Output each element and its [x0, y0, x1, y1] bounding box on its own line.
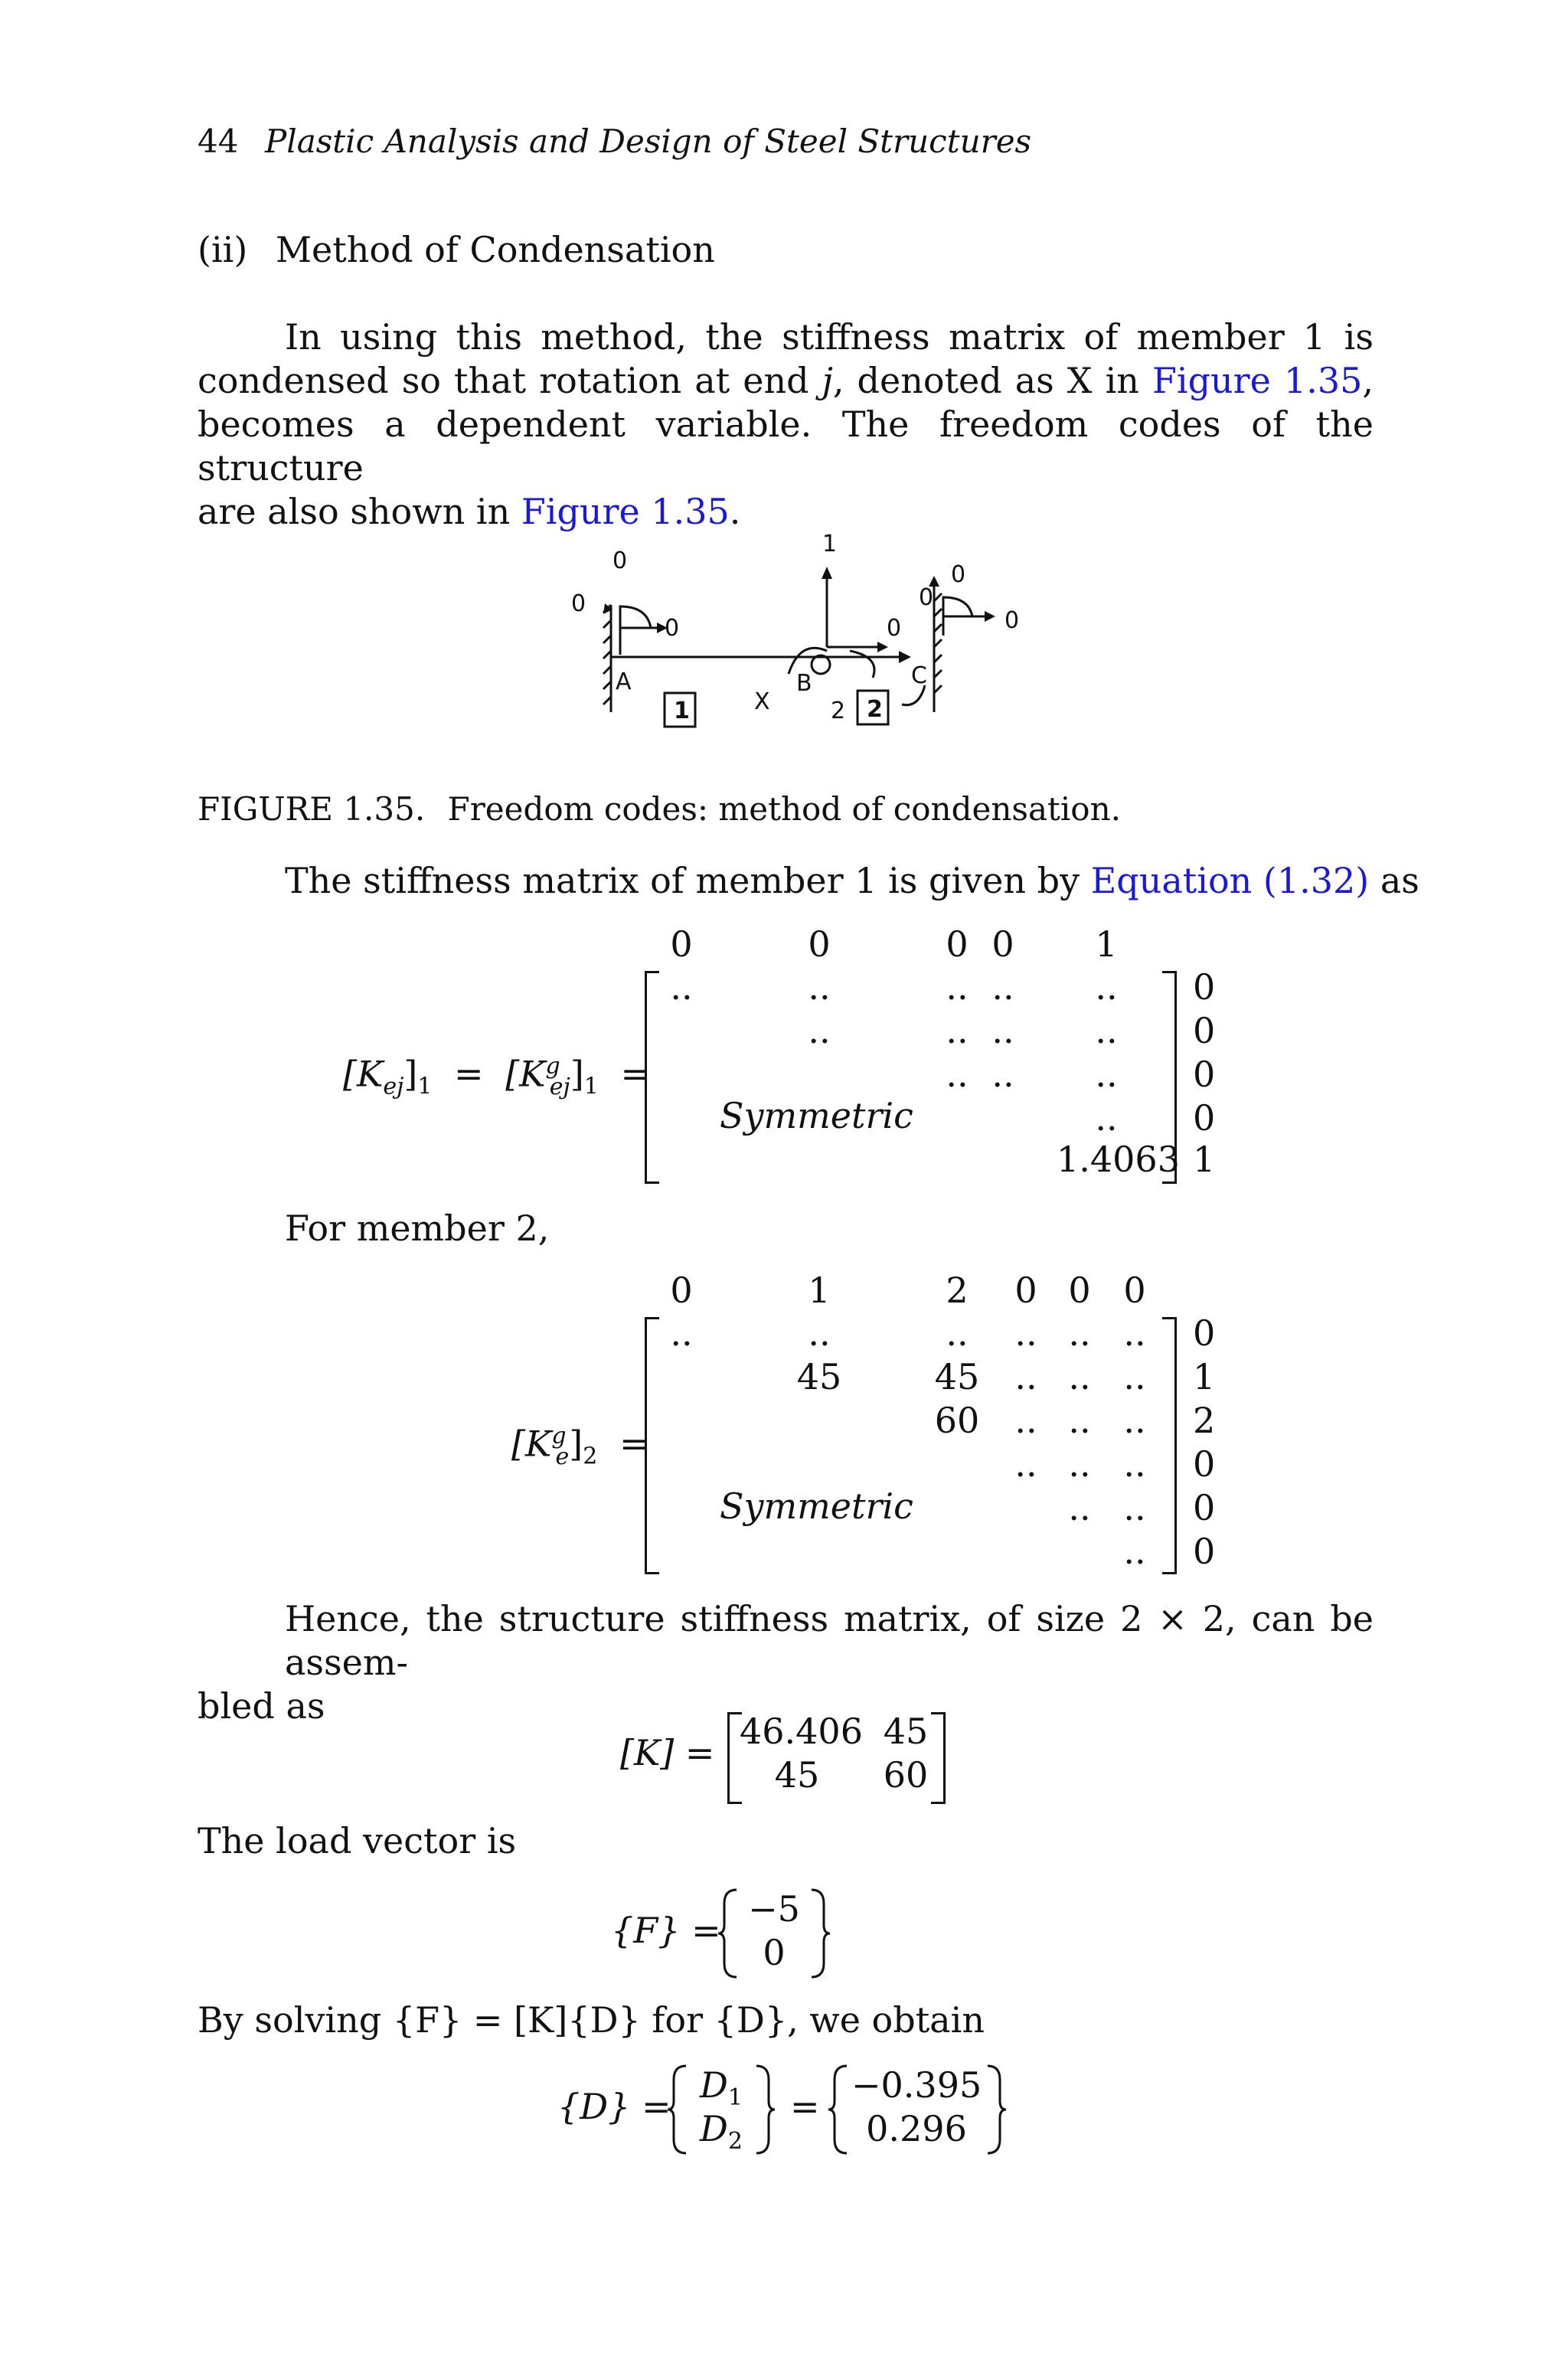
- f-left-brace: [717, 1888, 740, 1979]
- assemble-line-1: Hence, the structure stiffness matrix, of size 2 × 2, can be assem-: [285, 1598, 1374, 1683]
- member2-intro: For member 2,: [285, 1208, 550, 1249]
- assemble-paragraph: [198, 1597, 1374, 1728]
- intro-comma: ,: [1362, 360, 1374, 401]
- m2-dots: ..: [1123, 1400, 1146, 1441]
- fig-code-0-f: 0: [951, 561, 966, 588]
- m2-row-code: 0: [1193, 1487, 1216, 1528]
- m1-col-code: 0: [991, 923, 1014, 965]
- f-1: −5: [748, 1888, 800, 1930]
- m2-k23: 45: [934, 1356, 980, 1397]
- m2-col-code: 1: [808, 1270, 831, 1311]
- m2-row-code: 1: [1193, 1356, 1216, 1397]
- m1-col-code: 0: [946, 923, 969, 965]
- m1-dots: ..: [1095, 1097, 1118, 1139]
- m2-dots: ..: [1068, 1400, 1091, 1441]
- d-left-brace-2: [827, 2064, 850, 2155]
- m2-dots: ..: [808, 1312, 831, 1354]
- d-right-brace-1: [753, 2064, 776, 2155]
- intro-line-3: becomes a dependent variable. The freedom codes of the structure: [198, 404, 1374, 489]
- m2-dots: ..: [1014, 1312, 1037, 1354]
- m2-dots: ..: [1068, 1487, 1091, 1528]
- m2-dots: ..: [1014, 1443, 1037, 1485]
- f-2: 0: [763, 1932, 786, 1973]
- running-title: Plastic Analysis and Design of Steel Structures: [265, 123, 1032, 160]
- m2-dots: ..: [1123, 1531, 1146, 1572]
- section-title: Method of Condensation: [275, 229, 715, 270]
- fig-code-0-d: 0: [887, 615, 902, 642]
- fig-code-0-g: 0: [1004, 607, 1020, 634]
- m1-dots: ..: [670, 966, 693, 1008]
- intro-paragraph: [198, 315, 1374, 534]
- m2-col-code: 0: [1014, 1270, 1037, 1311]
- member1-intro-text: The stiffness matrix of member 1 is given by: [285, 860, 1091, 901]
- d-value-1: −0.395: [851, 2064, 982, 2106]
- figure-freedom-codes: [536, 521, 1057, 750]
- d-value-2: 0.296: [866, 2108, 967, 2149]
- m2-col-code: 0: [670, 1270, 693, 1311]
- fig-code-0-a: 0: [612, 547, 628, 574]
- m2-symmetric: Symmetric: [720, 1485, 913, 1527]
- d-symbol-2: $D_2$: [700, 2108, 743, 2155]
- k-22: 60: [883, 1754, 929, 1796]
- m2-dots: ..: [1123, 1443, 1146, 1485]
- intro-line-2: [198, 359, 1374, 403]
- intro-period: .: [729, 491, 741, 532]
- load-intro: The load vector is: [198, 1820, 517, 1861]
- m2-dots: ..: [1068, 1312, 1091, 1354]
- k-lhs: [K] =: [620, 1732, 715, 1773]
- m1-dots: ..: [1095, 1054, 1118, 1095]
- fig-member-2: 2: [867, 696, 883, 723]
- f-lhs: {F} =: [611, 1910, 721, 1951]
- k-21: 45: [774, 1754, 820, 1796]
- figure-link-2[interactable]: Figure 1.35: [521, 491, 730, 532]
- fig-node-c: C: [911, 662, 927, 689]
- equation-link[interactable]: Equation (1.32): [1090, 860, 1370, 901]
- m2-dots: ..: [946, 1312, 969, 1354]
- figure-link-1[interactable]: Figure 1.35: [1152, 360, 1363, 401]
- m2-row-code: 0: [1193, 1443, 1216, 1485]
- d-symbol-1: $D_1$: [700, 2064, 743, 2112]
- d-equals: =: [790, 2086, 820, 2127]
- fig-code-1-top: 1: [822, 531, 838, 557]
- m2-row-code: 0: [1193, 1531, 1216, 1572]
- m1-dots: ..: [1095, 1010, 1118, 1051]
- m1-row-code: 0: [1193, 1097, 1216, 1139]
- m1-col-code: 1: [1095, 923, 1118, 965]
- f-right-brace: [808, 1888, 831, 1979]
- m2-left-bracket: [645, 1317, 659, 1574]
- m2-col-code: 0: [1068, 1270, 1091, 1311]
- d-lhs: {D} =: [557, 2086, 671, 2127]
- k-12: 45: [883, 1711, 929, 1752]
- fig-code-0-c: 0: [665, 615, 680, 642]
- m1-dots: ..: [1095, 966, 1118, 1008]
- d-right-brace-2: [985, 2064, 1008, 2155]
- fig-member-1: 1: [674, 698, 690, 724]
- intro-line-2-b: , denoted as X in: [832, 360, 1152, 401]
- section-heading: [198, 228, 715, 272]
- m2-row-code: 0: [1193, 1312, 1216, 1354]
- intro-line-2-a: condensed so that rotation at end: [198, 360, 822, 401]
- intro-line-4-a: are also shown in: [198, 491, 521, 532]
- m2-dots: ..: [1123, 1312, 1146, 1354]
- page-number: 44: [198, 123, 239, 160]
- m1-dots: ..: [946, 1054, 969, 1095]
- m1-dots: ..: [991, 966, 1014, 1008]
- m1-value: 1.4063: [1057, 1139, 1180, 1180]
- m2-dots: ..: [1014, 1400, 1037, 1441]
- assemble-line-2: bled as: [198, 1685, 325, 1727]
- m1-row-code: 1: [1193, 1139, 1216, 1180]
- m1-row-code: 0: [1193, 966, 1216, 1008]
- k-right-bracket: [931, 1712, 946, 1804]
- m2-col-code: 0: [1123, 1270, 1146, 1311]
- m1-left-bracket: [645, 971, 659, 1184]
- m2-k33: 60: [934, 1400, 980, 1441]
- m1-dots: ..: [808, 1010, 831, 1051]
- d-left-brace-1: [666, 2064, 689, 2155]
- solve-intro: By solving {F} = [K]{D} for {D}, we obtain: [198, 1999, 985, 2041]
- k-11: 46.406: [740, 1711, 863, 1752]
- fig-x: X: [754, 688, 770, 715]
- fig-node-b: B: [796, 670, 812, 697]
- m1-dots: ..: [946, 1010, 969, 1051]
- m2-dots: ..: [1123, 1356, 1146, 1397]
- m2-dots: ..: [1014, 1356, 1037, 1397]
- m2-dots: ..: [670, 1312, 693, 1354]
- member2-lhs: $[K^g_e]_2$ =: [511, 1423, 649, 1470]
- member1-intro-end: as: [1369, 860, 1419, 901]
- intro-line-1: In using this method, the stiffness matrix of member 1 is: [285, 316, 1374, 358]
- section-label: (ii): [198, 229, 248, 270]
- fig-code-0-e: 0: [919, 584, 934, 611]
- m2-dots: ..: [1068, 1356, 1091, 1397]
- m2-row-code: 2: [1193, 1400, 1216, 1441]
- m1-col-code: 0: [670, 923, 693, 965]
- intro-j: j: [822, 360, 833, 401]
- member1-lhs: $[K_{ej}]_1 = [K^g_{ej}]_1$ =: [343, 1053, 651, 1100]
- member1-intro: [285, 859, 1419, 903]
- m1-dots: ..: [991, 1010, 1014, 1051]
- caption-text: Freedom codes: method of condensation.: [447, 790, 1121, 828]
- m1-dots: ..: [991, 1054, 1014, 1095]
- fig-node-a: A: [616, 668, 632, 695]
- m2-k22: 45: [796, 1356, 842, 1397]
- m1-row-code: 0: [1193, 1054, 1216, 1095]
- m2-right-bracket: [1162, 1317, 1177, 1574]
- m1-dots: ..: [808, 966, 831, 1008]
- m1-row-code: 0: [1193, 1010, 1216, 1051]
- m2-dots: ..: [1123, 1487, 1146, 1528]
- caption-label: FIGURE 1.35.: [198, 790, 426, 828]
- m1-col-code: 0: [808, 923, 831, 965]
- m2-col-code: 2: [946, 1270, 969, 1311]
- m2-dots: ..: [1068, 1443, 1091, 1485]
- fig-code-0-b: 0: [571, 590, 586, 617]
- fig-code-2: 2: [831, 698, 846, 724]
- figure-caption: [198, 790, 1121, 828]
- m1-dots: ..: [946, 966, 969, 1008]
- m1-symmetric: Symmetric: [720, 1095, 913, 1136]
